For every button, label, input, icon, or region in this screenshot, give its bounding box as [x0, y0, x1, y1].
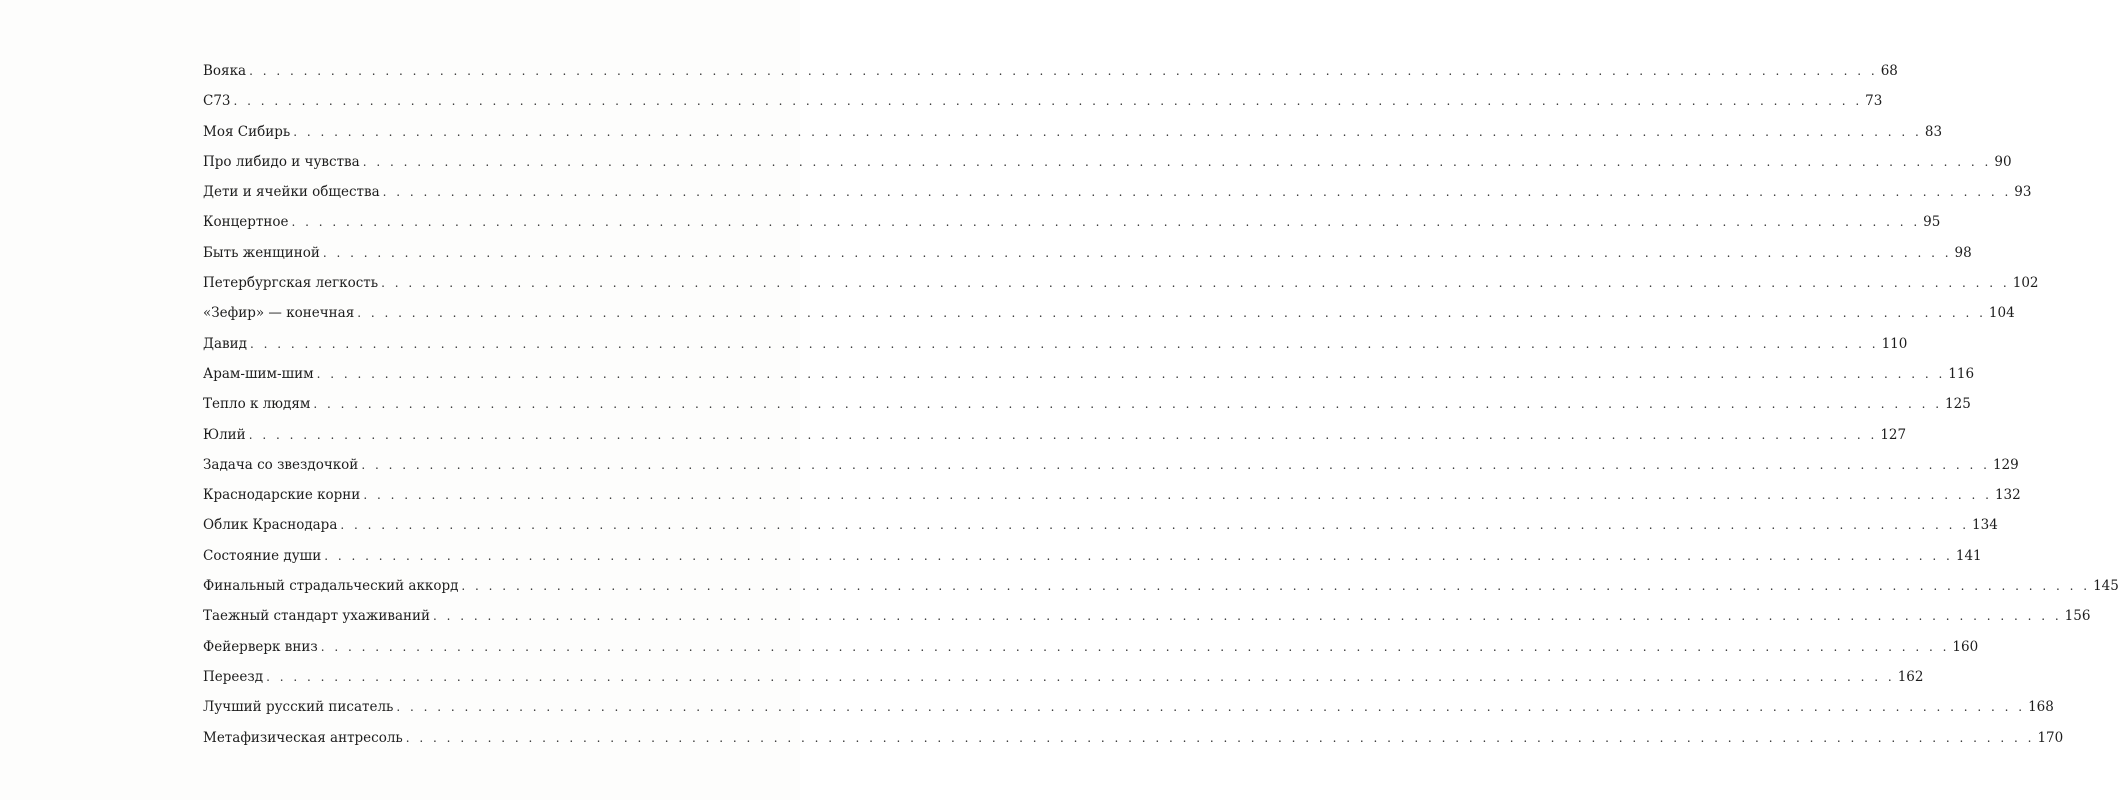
- dot-leader: . . . . . . . . . . . . . . . . . . . . . . . . . . . . . . . . . . . . . . . . . . . . . . . . . . . . . . . . . . . . . . . . . . . . . . . . . . . . . . . . . . . . . . . . . . . . . . . . . . . . . . . . . . . . . . . . . . . . . . . .: [461, 579, 2091, 594]
- dot-leader: . . . . . . . . . . . . . . . . . . . . . . . . . . . . . . . . . . . . . . . . . . . . . . . . . . . . . . . . . . . . . . . . . . . . . . . . . . . . . . . . . . . . . . . . . . . . . . . . . . . . . . . . . . . . . . . . . . . . . . . .: [316, 366, 1946, 381]
- dot-leader: . . . . . . . . . . . . . . . . . . . . . . . . . . . . . . . . . . . . . . . . . . . . . . . . . . . . . . . . . . . . . . . . . . . . . . . . . . . . . . . . . . . . . . . . . . . . . . . . . . . . . . . . . . . . . . . . . . . . . . . .: [266, 669, 1895, 684]
- dot-leader: . . . . . . . . . . . . . . . . . . . . . . . . . . . . . . . . . . . . . . . . . . . . . . . . . . . . . . . . . . . . . . . . . . . . . . . . . . . . . . . . . . . . . . . . . . . . . . . . . . . . . . . . . . . . . . . . . . . . . . . .: [291, 215, 1921, 230]
- toc-entry-page-number: 83: [1924, 123, 1943, 140]
- toc-entry-page-number: 116: [1948, 365, 1975, 382]
- dot-leader: . . . . . . . . . . . . . . . . . . . . . . . . . . . . . . . . . . . . . . . . . . . . . . . . . . . . . . . . . . . . . . . . . . . . . . . . . . . . . . . . . . . . . . . . . . . . . . . . . . . . . . . . . . . . . . . . . . . . . . . .: [396, 700, 2026, 715]
- dot-leader: . . . . . . . . . . . . . . . . . . . . . . . . . . . . . . . . . . . . . . . . . . . . . . . . . . . . . . . . . . . . . . . . . . . . . . . . . . . . . . . . . . . . . . . . . . . . . . . . . . . . . . . . . . . . . . . . . . . . . . . .: [382, 185, 2012, 200]
- toc-entry: [203, 117, 1943, 147]
- toc-entry: [203, 541, 1982, 571]
- toc-entry-title: Концертное: [203, 214, 289, 231]
- toc-entry-title: Быть женщиной: [203, 244, 320, 261]
- dot-leader: . . . . . . . . . . . . . . . . . . . . . . . . . . . . . . . . . . . . . . . . . . . . . . . . . . . . . . . . . . . . . . . . . . . . . . . . . . . . . . . . . . . . . . . . . . . . . . . . . . . . . . . . . . . . . . . . . . . . . . . .: [248, 427, 1878, 442]
- toc-entry-page-number: 162: [1897, 668, 1924, 685]
- toc-entry: [203, 56, 1898, 86]
- toc-entry: [203, 177, 2032, 207]
- dot-leader: . . . . . . . . . . . . . . . . . . . . . . . . . . . . . . . . . . . . . . . . . . . . . . . . . . . . . . . . . . . . . . . . . . . . . . . . . . . . . . . . . . . . . . . . . . . . . . . . . . . . . . . . . . . . . . . . . . . . . . . .: [324, 548, 1953, 563]
- dot-leader: . . . . . . . . . . . . . . . . . . . . . . . . . . . . . . . . . . . . . . . . . . . . . . . . . . . . . . . . . . . . . . . . . . . . . . . . . . . . . . . . . . . . . . . . . . . . . . . . . . . . . . . . . . . . . . . . . . . . . . . .: [249, 336, 1879, 351]
- toc-entry-page-number: 160: [1952, 638, 1979, 655]
- toc-entry-title: Финальный страдальческий аккорд: [203, 578, 459, 595]
- toc-entry: [203, 420, 1907, 450]
- dot-leader: . . . . . . . . . . . . . . . . . . . . . . . . . . . . . . . . . . . . . . . . . . . . . . . . . . . . . . . . . . . . . . . . . . . . . . . . . . . . . . . . . . . . . . . . . . . . . . . . . . . . . . . . . . . . . . . . . . . . . . . .: [233, 94, 1863, 109]
- toc-entry-title: Лучший русский писатель: [203, 699, 394, 716]
- toc-entry-page-number: 102: [2012, 275, 2039, 292]
- toc-entry-page-number: 104: [1988, 305, 2015, 322]
- toc-entry: [203, 147, 2012, 177]
- toc-entry-title: Вояка: [203, 63, 247, 79]
- toc-entry: [203, 510, 1998, 540]
- toc-entry: [203, 329, 1908, 359]
- toc-entry: [203, 723, 2064, 753]
- dot-leader: . . . . . . . . . . . . . . . . . . . . . . . . . . . . . . . . . . . . . . . . . . . . . . . . . . . . . . . . . . . . . . . . . . . . . . . . . . . . . . . . . . . . . . . . . . . . . . . . . . . . . . . . . . . . . . . . . . . . . . . .: [249, 64, 1878, 78]
- toc-entry-title: Таежный стандарт ухаживаний: [203, 608, 430, 625]
- toc-entry-title: Про либидо и чувства: [203, 153, 360, 170]
- toc-entry: [203, 450, 2019, 480]
- dot-leader: . . . . . . . . . . . . . . . . . . . . . . . . . . . . . . . . . . . . . . . . . . . . . . . . . . . . . . . . . . . . . . . . . . . . . . . . . . . . . . . . . . . . . . . . . . . . . . . . . . . . . . . . . . . . . . . . . . . . . . . .: [293, 124, 1922, 139]
- toc-entry-title: Краснодарские корни: [203, 487, 361, 504]
- toc-entry: [203, 692, 2054, 722]
- toc-entry-title: Фейерверк вниз: [203, 638, 318, 655]
- toc-entry-title: Арам-шим-шим: [203, 365, 314, 382]
- toc-entry-title: С73: [203, 93, 231, 110]
- toc-entry-page-number: 73: [1865, 93, 1883, 110]
- toc-entry: [203, 359, 1975, 389]
- toc-entry-page-number: 156: [2064, 608, 2091, 625]
- toc-entry-title: Метафизическая антресоль: [203, 729, 403, 746]
- toc-entry: [203, 389, 1971, 419]
- toc-entry: [203, 268, 2039, 298]
- toc-entry-page-number: 145: [2093, 578, 2119, 595]
- dot-leader: . . . . . . . . . . . . . . . . . . . . . . . . . . . . . . . . . . . . . . . . . . . . . . . . . . . . . . . . . . . . . . . . . . . . . . . . . . . . . . . . . . . . . . . . . . . . . . . . . . . . . . . . . . . . . . . . . . . . . . . .: [433, 609, 2062, 624]
- toc-entry: [203, 571, 2119, 601]
- toc-entry-title: Петербургская легкость: [203, 275, 379, 292]
- toc-entry-title: Моя Сибирь: [203, 123, 291, 140]
- toc-entry-title: Юлий: [203, 426, 246, 443]
- toc-entry-title: Давид: [203, 335, 247, 352]
- toc-entry-title: Задача со звездочкой: [203, 456, 359, 473]
- dot-leader: . . . . . . . . . . . . . . . . . . . . . . . . . . . . . . . . . . . . . . . . . . . . . . . . . . . . . . . . . . . . . . . . . . . . . . . . . . . . . . . . . . . . . . . . . . . . . . . . . . . . . . . . . . . . . . . . . . . . . . . .: [361, 457, 1990, 472]
- toc-entry-title: Состояние души: [203, 547, 322, 564]
- toc-entry-title: Дети и ячейки общества: [203, 184, 380, 201]
- toc-entry: [203, 662, 1924, 692]
- toc-entry-page-number: 95: [1923, 214, 1941, 231]
- toc-entry-page-number: 98: [1954, 244, 1972, 261]
- dot-leader: . . . . . . . . . . . . . . . . . . . . . . . . . . . . . . . . . . . . . . . . . . . . . . . . . . . . . . . . . . . . . . . . . . . . . . . . . . . . . . . . . . . . . . . . . . . . . . . . . . . . . . . . . . . . . . . . . . . . . . . .: [405, 730, 2035, 745]
- toc-entry-page-number: 170: [2037, 729, 2064, 746]
- toc-entry-title: Облик Краснодара: [203, 517, 338, 534]
- dot-leader: . . . . . . . . . . . . . . . . . . . . . . . . . . . . . . . . . . . . . . . . . . . . . . . . . . . . . . . . . . . . . . . . . . . . . . . . . . . . . . . . . . . . . . . . . . . . . . . . . . . . . . . . . . . . . . . . . . . . . . . .: [320, 639, 1950, 654]
- toc-entry: [203, 207, 1941, 237]
- toc-entry: [203, 238, 1972, 268]
- toc-entry-page-number: 90: [1994, 153, 2012, 170]
- dot-leader: . . . . . . . . . . . . . . . . . . . . . . . . . . . . . . . . . . . . . . . . . . . . . . . . . . . . . . . . . . . . . . . . . . . . . . . . . . . . . . . . . . . . . . . . . . . . . . . . . . . . . . . . . . . . . . . . . . . . . . . .: [340, 518, 1970, 533]
- toc-entry-page-number: 141: [1955, 547, 1982, 564]
- dot-leader: . . . . . . . . . . . . . . . . . . . . . . . . . . . . . . . . . . . . . . . . . . . . . . . . . . . . . . . . . . . . . . . . . . . . . . . . . . . . . . . . . . . . . . . . . . . . . . . . . . . . . . . . . . . . . . . . . . . . . . . .: [381, 276, 2010, 291]
- toc-entry-page-number: 93: [2014, 184, 2032, 201]
- toc-entry-page-number: 125: [1945, 396, 1971, 413]
- toc-entry-page-number: 168: [2028, 699, 2054, 716]
- dot-leader: . . . . . . . . . . . . . . . . . . . . . . . . . . . . . . . . . . . . . . . . . . . . . . . . . . . . . . . . . . . . . . . . . . . . . . . . . . . . . . . . . . . . . . . . . . . . . . . . . . . . . . . . . . . . . . . . . . . . . . . .: [362, 154, 1992, 169]
- toc-entry: [203, 632, 1979, 662]
- toc-entry-title: «Зефир» — конечная: [203, 305, 355, 322]
- table-of-contents: [203, 56, 2119, 753]
- toc-entry-page-number: 129: [1992, 456, 2019, 473]
- toc-entry: [203, 480, 2021, 510]
- toc-entry-page-number: 110: [1881, 335, 1908, 352]
- dot-leader: . . . . . . . . . . . . . . . . . . . . . . . . . . . . . . . . . . . . . . . . . . . . . . . . . . . . . . . . . . . . . . . . . . . . . . . . . . . . . . . . . . . . . . . . . . . . . . . . . . . . . . . . . . . . . . . . . . . . . . . .: [313, 397, 1943, 412]
- dot-leader: . . . . . . . . . . . . . . . . . . . . . . . . . . . . . . . . . . . . . . . . . . . . . . . . . . . . . . . . . . . . . . . . . . . . . . . . . . . . . . . . . . . . . . . . . . . . . . . . . . . . . . . . . . . . . . . . . . . . . . . .: [357, 306, 1986, 321]
- dot-leader: . . . . . . . . . . . . . . . . . . . . . . . . . . . . . . . . . . . . . . . . . . . . . . . . . . . . . . . . . . . . . . . . . . . . . . . . . . . . . . . . . . . . . . . . . . . . . . . . . . . . . . . . . . . . . . . . . . . . . . . .: [322, 245, 1952, 260]
- toc-entry-page-number: 132: [1994, 487, 2021, 504]
- toc-entry-page-number: 134: [1972, 517, 1998, 534]
- toc-entry: [203, 298, 2015, 328]
- dot-leader: . . . . . . . . . . . . . . . . . . . . . . . . . . . . . . . . . . . . . . . . . . . . . . . . . . . . . . . . . . . . . . . . . . . . . . . . . . . . . . . . . . . . . . . . . . . . . . . . . . . . . . . . . . . . . . . . . . . . . . . .: [363, 488, 1992, 503]
- toc-entry: [203, 601, 2091, 631]
- toc-entry: [203, 86, 1883, 116]
- toc-entry-page-number: 127: [1880, 426, 1907, 443]
- toc-entry-page-number: 68: [1880, 63, 1898, 79]
- toc-entry-title: Переезд: [203, 668, 264, 685]
- toc-entry-title: Тепло к людям: [203, 396, 311, 413]
